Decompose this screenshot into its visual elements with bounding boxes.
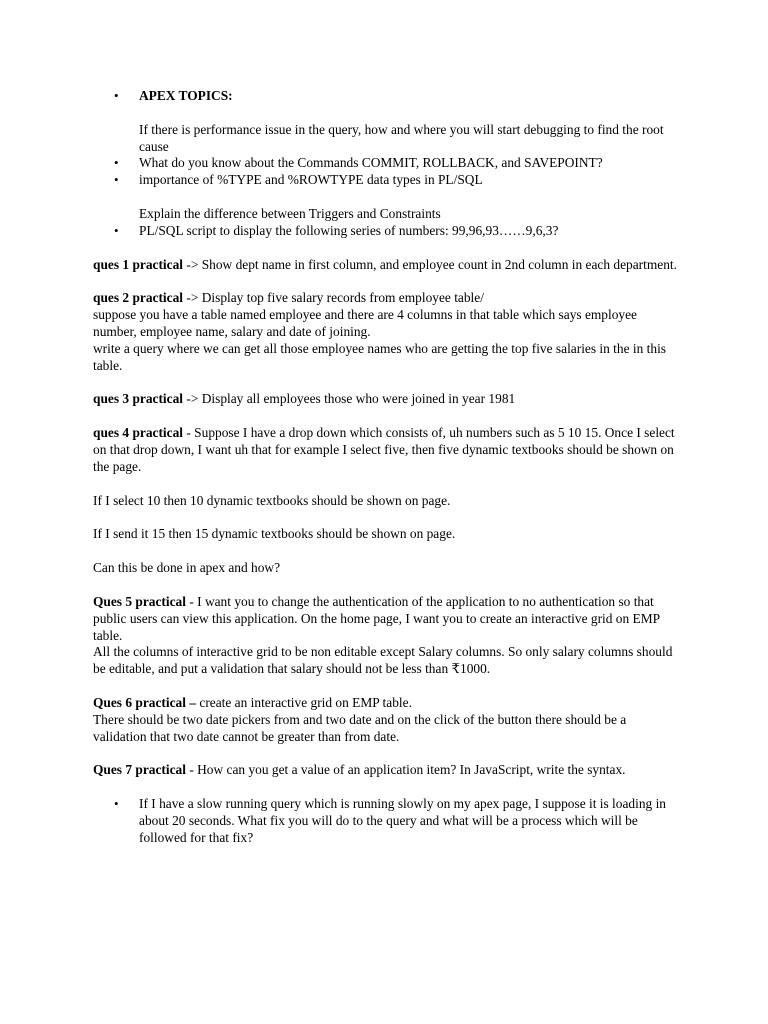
practical-2-detail: write a query where we can get all those employee names who are getting the top five salaries in the in this table. [93, 340, 666, 373]
practical-label: ques 3 practical [93, 391, 184, 407]
practical-6-detail: There should be two date pickers from and two date and on the click of the button there should be a validation that two date cannot be greater than from date. [93, 711, 627, 744]
apex-questions-list [93, 155, 683, 189]
practical-text: - Suppose I have a drop down which consists of, uh numbers such as 5 10 15. Once I select on that drop down, I want uh that for example I select five, then five dynamic textbooks should be shown on the page. [93, 425, 675, 474]
question-triggers: Explain the difference between Triggers and Constraints [139, 205, 441, 221]
practical-text: - How can you get a value of an application item? In JavaScript, write the syntax. [185, 762, 626, 778]
practical-label: ques 1 practical [93, 256, 184, 272]
practical-4-detail: Can this be done in apex and how? [93, 560, 281, 576]
practical-text: - I want you to change the authentication of the application to no authentication so that public users can view this application. On the home page, I want you to create an interactive grid on EMP table. [93, 593, 660, 643]
practical-4-detail: If I select 10 then 10 dynamic textbooks should be shown on page. [93, 492, 451, 508]
apex-series-list [93, 223, 683, 240]
document-page [93, 88, 683, 847]
practical-label: ques 4 practical [93, 425, 184, 441]
practical-6 [93, 695, 683, 712]
practical-label: Ques 6 practical – [93, 694, 197, 710]
practical-2 [93, 290, 683, 307]
practical-text: -> Display all employees those who were joined in year 1981 [183, 391, 516, 407]
apex-topics-heading: APEX TOPICS: [139, 88, 233, 103]
question-type: • importance of %TYPE and %ROWTYPE data types in PL/SQL [93, 172, 683, 189]
final-bullet: • If I have a slow running query which is running slowly on my apex page, I suppose it is loading in about 20 seconds. What fix you will do to the query and what will be a process which will be followed for that fix? [93, 796, 683, 846]
practical-label: Ques 5 practical [93, 593, 186, 609]
practical-7 [93, 762, 683, 779]
practical-1 [93, 257, 683, 274]
practical-2-detail: suppose you have a table named employee and there are 4 columns in that table which says employee number, employee name, salary and date of joining. [93, 307, 638, 339]
apex-topics-list [93, 88, 683, 105]
question-commit: • What do you know about the Commands COMMIT, ROLLBACK, and SAVEPOINT? [93, 155, 683, 172]
question-performance: If there is performance issue in the query, how and where you will start debugging to find the root cause [139, 121, 664, 154]
final-list [93, 796, 683, 846]
practical-text: create an interactive grid on EMP table. [196, 694, 412, 710]
practical-text: -> Display top five salary records from employee table/ [183, 290, 484, 306]
practical-4 [93, 425, 683, 475]
practical-4-detail: If I send it 15 then 15 dynamic textbooks should be shown on page. [93, 526, 456, 542]
practical-label: ques 2 practical [93, 290, 184, 306]
practical-5 [93, 594, 683, 644]
practical-text: -> Show dept name in first column, and employee count in 2nd column in each department. [183, 256, 677, 272]
question-series: • PL/SQL script to display the following series of numbers: 99,96,93……9,6,3? [93, 223, 683, 240]
practical-3 [93, 391, 683, 408]
list-item [93, 88, 683, 105]
practical-5-detail: All the columns of interactive grid to be non editable except Salary columns. So only salary columns should be editable, and put a validation that salary should not be less than ₹1000. [93, 644, 673, 677]
practical-label: Ques 7 practical [93, 762, 186, 778]
